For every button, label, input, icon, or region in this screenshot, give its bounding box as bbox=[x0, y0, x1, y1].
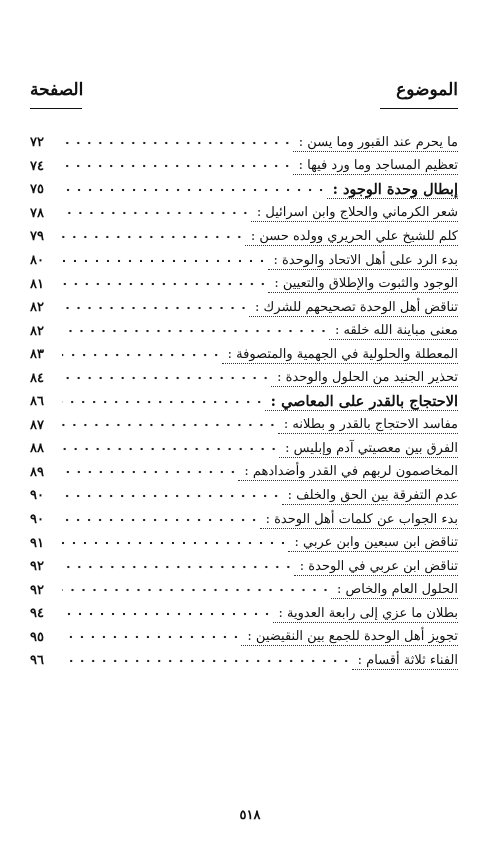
toc-entry-title: إبطال وحدة الوجود : bbox=[327, 181, 458, 199]
toc-entry-page: ٩٠ bbox=[30, 512, 44, 528]
toc-entry-title: تناقض ابن سبعين وابن عربي : bbox=[288, 534, 458, 552]
toc-entry bbox=[30, 414, 458, 438]
toc-entry-page: ٧٩ bbox=[30, 229, 44, 245]
toc-entry-title: شعر الكرماني والحلاج وابن اسرائيل : bbox=[251, 204, 458, 222]
toc-entry bbox=[30, 461, 458, 485]
toc-entry bbox=[30, 649, 458, 673]
toc-entry-page: ٨٢ bbox=[30, 323, 44, 339]
toc-entry-title: بطلان ما عزي إلى رابعة العدوية : bbox=[273, 605, 458, 623]
toc-entry-page: ٨٦ bbox=[30, 394, 44, 410]
toc-entry bbox=[30, 437, 458, 461]
toc-entry bbox=[30, 225, 458, 249]
toc-entry bbox=[30, 484, 458, 508]
toc-entry-page: ٩٤ bbox=[30, 606, 44, 622]
dot-leader bbox=[62, 278, 268, 290]
toc-entry bbox=[30, 272, 458, 296]
toc-entry bbox=[30, 343, 458, 367]
page-number-footer: ٥١٨ bbox=[239, 808, 261, 823]
toc-entry bbox=[30, 578, 458, 602]
dot-leader bbox=[62, 443, 279, 455]
toc-entry-page: ٩٠ bbox=[30, 488, 44, 504]
toc-entry-title: تجويز أهل الوحدة للجمع بين النقيضين : bbox=[241, 628, 458, 646]
dot-leader bbox=[62, 655, 352, 667]
dot-leader bbox=[62, 608, 273, 620]
toc-entry-page: ٩٢ bbox=[30, 582, 44, 598]
dot-leader bbox=[62, 396, 265, 408]
toc-entry-page: ٩١ bbox=[30, 535, 44, 551]
toc-entry-title: بدء الرد على أهل الاتحاد والوحدة : bbox=[268, 252, 459, 270]
toc-entry-title: تحذير الجنيد من الحلول والوحدة : bbox=[271, 369, 458, 387]
toc-entry-page: ٨٣ bbox=[30, 347, 44, 363]
toc-entry bbox=[30, 602, 458, 626]
toc-entry-page: ٩٢ bbox=[30, 559, 44, 575]
toc-entry-title: الوجود والثبوت والإطلاق والتعيين : bbox=[268, 275, 458, 293]
dot-leader bbox=[62, 207, 251, 219]
toc-entry-title: المخاصمون لربهم في القدر وأضدادهم : bbox=[238, 463, 458, 481]
toc-entry-page: ٨٠ bbox=[30, 253, 44, 268]
toc-entry bbox=[30, 202, 458, 226]
toc-entry-title: كلم للشيخ علي الحريري وولده حسن : bbox=[245, 228, 458, 246]
dot-leader bbox=[62, 631, 241, 643]
toc-entry-page: ٨٤ bbox=[30, 370, 44, 386]
dot-leader bbox=[62, 372, 271, 384]
toc-entry-title: تناقض أهل الوحدة تصحيحهم للشرك : bbox=[249, 299, 458, 317]
dot-leader bbox=[62, 160, 293, 172]
toc-entry-page: ٩٦ bbox=[30, 653, 44, 669]
toc-entry-title: عدم التفرقة بين الحق والخلف : bbox=[282, 487, 458, 505]
toc-entry-page: ٧٢ bbox=[30, 135, 44, 151]
toc-entry bbox=[30, 155, 458, 179]
toc-entry-page: ٨٩ bbox=[30, 464, 44, 480]
toc-entry-title: تناقض ابن عربي في الوحدة : bbox=[294, 558, 458, 576]
toc-entry bbox=[30, 366, 458, 390]
table-of-contents bbox=[30, 131, 458, 673]
toc-entry bbox=[30, 508, 458, 532]
toc-entry-title: بدء الجواب عن كلمات أهل الوحدة : bbox=[260, 511, 458, 529]
toc-entry bbox=[30, 625, 458, 649]
toc-entry-page: ٧٤ bbox=[30, 158, 44, 174]
toc-entry-title: تعظيم المساجد وما ورد فيها : bbox=[293, 157, 458, 175]
toc-entry-title: الفرق بين معصيتي آدم وإبليس : bbox=[279, 440, 458, 458]
dot-leader bbox=[62, 584, 331, 596]
dot-leader bbox=[62, 514, 260, 526]
toc-entry bbox=[30, 555, 458, 579]
dot-leader bbox=[62, 325, 329, 337]
toc-entry bbox=[30, 319, 458, 343]
dot-leader bbox=[62, 537, 288, 549]
toc-entry bbox=[30, 249, 458, 273]
toc-entry-page: ٨١ bbox=[30, 276, 44, 292]
toc-entry-title: مفاسد الاحتجاج بالقدر و بطلانه : bbox=[278, 416, 458, 434]
toc-entry-page: ٨٧ bbox=[30, 417, 44, 433]
toc-entry bbox=[30, 531, 458, 555]
toc-entry bbox=[30, 390, 458, 414]
dot-leader bbox=[62, 466, 238, 478]
toc-entry-title: الحلول العام والخاص : bbox=[331, 581, 458, 599]
toc-entry bbox=[30, 296, 458, 320]
dot-leader bbox=[62, 490, 282, 502]
toc-entry-title: ما يحرم عند القبور وما يسن : bbox=[293, 134, 458, 152]
toc-entry bbox=[30, 131, 458, 155]
page-heading-underline bbox=[30, 108, 82, 109]
toc-entry-page: ٧٨ bbox=[30, 205, 44, 221]
topic-heading-underline bbox=[380, 108, 458, 109]
toc-entry-title: المعطلة والحلولية في الجهمية والمتصوفة : bbox=[222, 346, 458, 364]
toc-entry-page: ٩٥ bbox=[30, 629, 44, 645]
dot-leader bbox=[62, 419, 278, 431]
toc-entry-title: معنى مباينة الله خلقه : bbox=[329, 322, 458, 340]
dot-leader bbox=[62, 137, 293, 149]
toc-entry-page: ٨٨ bbox=[30, 441, 44, 457]
dot-leader bbox=[62, 561, 294, 573]
dot-leader bbox=[62, 255, 268, 267]
dot-leader bbox=[62, 302, 249, 314]
toc-entry-title: الاحتجاج بالقدر على المعاصي : bbox=[265, 393, 458, 411]
topic-column-heading: الموضوع bbox=[396, 80, 458, 100]
toc-entry-title: الفناء ثلاثة أقسام : bbox=[352, 652, 458, 670]
dot-leader bbox=[62, 349, 222, 361]
dot-leader bbox=[62, 184, 327, 196]
toc-entry bbox=[30, 178, 458, 202]
dot-leader bbox=[62, 231, 245, 243]
toc-entry-page: ٨٢ bbox=[30, 300, 44, 316]
toc-header bbox=[30, 80, 458, 110]
toc-entry-page: ٧٥ bbox=[30, 182, 44, 198]
page-column-heading: الصفحة bbox=[30, 80, 84, 100]
